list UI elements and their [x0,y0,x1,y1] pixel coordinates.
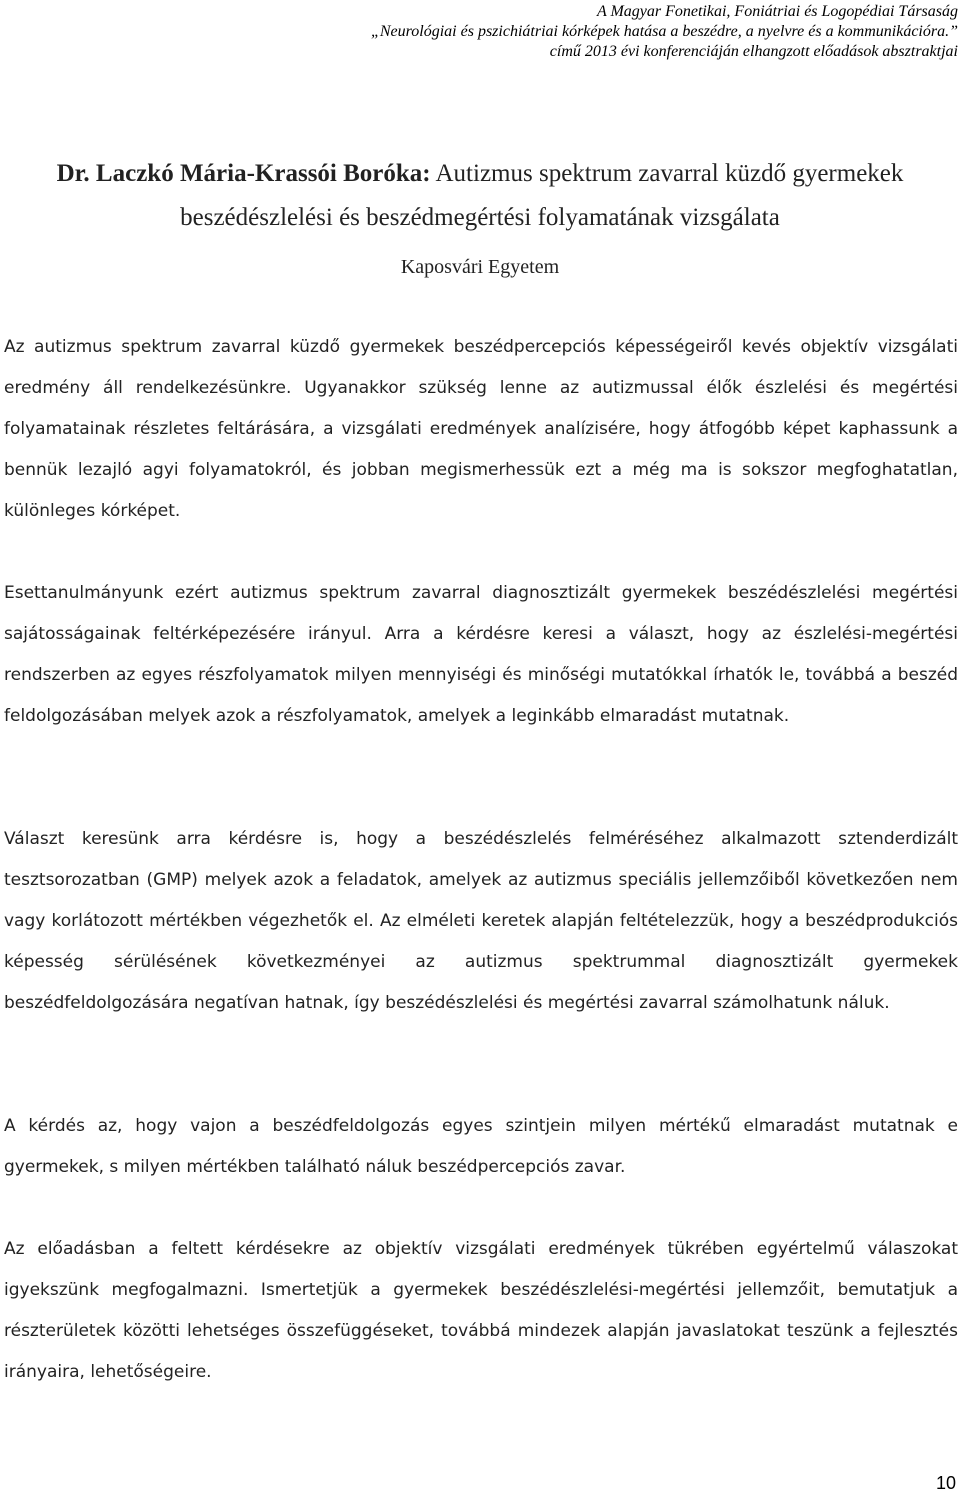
running-header [58,2,958,62]
abstract-paragraph-1 [4,327,958,532]
title-text-part-2: beszédészlelési és beszédmegértési folyamatának vizsgálata [180,204,780,231]
paragraph-text: Az autizmus spektrum zavarral küzdő gyermekek beszédpercepciós képességeiről kevés objektív vizsgálati eredmény áll rendelkezésünkre. Ugyanakkor szükség lenne az autizmussal élők észlelési és megértési folyamatainak részletes feltárására, a vizsgálati eredmények analízisére, hogy átfogóbb képet kaphassunk a bennük lezajló agyi folyamatokról, és jobban megismerhessük ezt a még ma is sokszor megfoghatatlan, különleges kórképet. [4,337,958,521]
header-conference-title-line: „Neurológiai és pszichiátriai kórképek hatása a beszédre, a nyelvre és a kommunikációra.” [370,23,958,40]
page-number: 10 [935,1473,956,1493]
paper-title [0,152,960,240]
paragraph-text: A kérdés az, hogy vajon a beszédfeldolgozás egyes szintjein milyen mértékű elmaradást mutatnak e gyermekek, s milyen mértékben található náluk beszédpercepciós zavar. [4,1116,958,1177]
abstract-paragraph-5 [4,1229,958,1393]
paragraph-text: Választ keresünk arra kérdésre is, hogy a beszédészlelés felméréséhez alkalmazott sztenderdizált tesztsorozatban (GMP) melyek azok a feladatok, amelyek az autizmus speciális jellemzőiből következően nem vagy korlátozott mértékben végezhetők el. Az elméleti keretek alapján feltételezzük, hogy a beszédprodukciós képesség sérülésének következményei az autizmus spektrummal diagnosztizált gyermekek beszédfeldolgozására negatívan hatnak, így beszédészlelési és megértési zavarral számolhatunk náluk. [4,829,958,1013]
title-line-1 [0,152,960,196]
paragraph-text: Esettanulmányunk ezért autizmus spektrum zavarral diagnosztizált gyermekek beszédészlelési megértési sajátosságainak feltérképezésére irányul. Arra a kérdésre keresi a választ, hogy az észlelési-megértési rendszerben az egyes részfolyamatok milyen mennyiségi és minőségi mutatókkal írhatók le, továbbá a beszéd feldolgozásában melyek azok a részfolyamatok, amelyek a leginkább elmaradást mutatnak. [4,583,958,726]
author-name: Dr. Laczkó Mária-Krassói Boróka: [56,160,431,187]
header-society-line: A Magyar Fonetikai, Foniátriai és Logopédiai Társaság [596,3,958,20]
paragraph-text: Az előadásban a feltett kérdésekre az objektív vizsgálati eredmények tükrében egyértelmű válaszokat igyekszünk megfogalmazni. Ismertetjük a gyermekek beszédészlelési-megértési jellemzőit, bemutatjuk a részterületek közötti lehetséges összefüggéseket, továbbá mindezek alapján javaslatokat teszünk a fejlesztés irányaira, lehetőségeire. [4,1239,958,1382]
abstract-paragraph-3 [4,819,958,1024]
affiliation: Kaposvári Egyetem [400,256,560,278]
title-text-part-1: Autizmus spektrum zavarral küzdő gyermekek [435,160,904,187]
abstract-paragraph-4 [4,1106,958,1188]
abstract-paragraph-2 [4,573,958,737]
header-abstracts-line: című 2013 évi konferenciáján elhangzott előadások absztraktjai [549,43,958,60]
